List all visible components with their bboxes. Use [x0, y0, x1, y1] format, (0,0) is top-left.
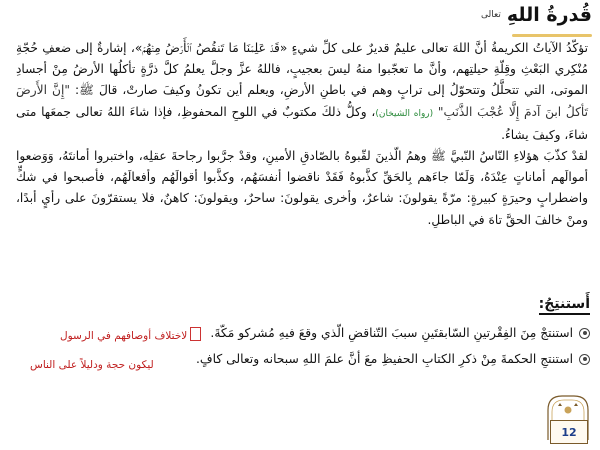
paragraph-2: لقدْ كذّبَ هؤلاءِ النّاسُ النّبيَّ ﷺ وهمُ الّذينَ لقّبوهُ بالصّادقِ الأمينِ، وقدْ جرَّبوا رجاحةَ عقلِه، واختبروا أمانتَهُ، وَوَضعوا أموالَهم أماناتٍ عِنْدَهُ، وَلَمّا جاءَهم بِالحَقِّ كذَّبوهُ فَقَدْ ناقضوا أنفسَهُم، وكذَّبوا أقوالَهُم وأفعالَهُم، فأصبحوا في شكٍّ واضطرابٍ وحيرَةٍ كبيرةٍ: مرّةً يقولونَ: شاعرٌ، وأخرى يقولونَ: ساحرٌ، ويقولونَ: كاهنٌ، فلا يستقرّونَ على رأيٍ أبدًا، ومنْ خالفَ الحقَّ تاهَ في الباطلِ.: [16, 149, 588, 227]
bullet-icon: [579, 354, 590, 365]
hadith-intro: قالَ ﷺ:: [75, 83, 118, 98]
hadith-reference: (رواه الشيخان): [375, 108, 434, 119]
question-2-text: استنتجِ الحكمةَ مِنْ ذكرِ الكتابِ الحفيظِ معَ أنَّ علمَ اللهِ سبحانه وتعالى كافٍ.: [195, 352, 573, 366]
question-1: [210, 326, 590, 340]
lesson-header: [481, 4, 592, 26]
paragraph-1: [16, 38, 588, 146]
question-2: [196, 352, 590, 366]
question-1-text: استنتجْ مِنَ الفِقْرتينِ السّابقتَينِ سببَ التّناقضِ الّذي وقعَ فيهِ مُشركو مَكّةَ.: [210, 326, 573, 340]
hadith-quote: "إِنَّ الأَرضَ تَأكلُ ابنَ آدمَ إِلَّا عُجْبَ الذَّنَبِ": [16, 83, 588, 119]
lesson-body: [16, 38, 588, 231]
bullet-icon: [579, 328, 590, 339]
title-underline: [512, 34, 592, 37]
lesson-title-suffix: تعالى: [481, 10, 501, 20]
page-number: 12: [550, 420, 588, 444]
answer-1: لاختلاف أوصافهم في الرسول: [60, 330, 188, 342]
paragraph-1-end: ، وكلُّ ذلكَ مكتوبٌ في اللوحِ المحفوظِ، فإذا شاءَ اللهُ تعالى جمعَها متى شاءَ، وكيفَ يشاءُ.: [16, 104, 588, 142]
section-title: أَستنتِجُ:: [539, 296, 590, 315]
answer-checkbox[interactable]: [190, 327, 201, 341]
answer-2: ليكون حجة ودليلاً على الناس: [30, 359, 154, 371]
lesson-title: قُدرةُ اللهِ: [506, 4, 592, 26]
paragraph-1-text: تؤكّدُ الآياتُ الكريمةُ أنَّ اللهَ تعالى عليمٌ قديرٌ على كلِّ شيءٍ «قَدۡ عَلِمۡنَا مَا تَنقُصُ ٱلۡأَرۡضُ مِنۡهُمۡ»، إشارةٌ إلى ضعفِ حُجّةِ مُنْكِري البَعْثِ وقِلّةِ حيلتِهم، وأنَّ ما تعجّبوا منهُ ليسَ بعجيبٍ، فاللهُ عزَّ وجلَّ يعلمُ كلَّ ذرَّةٍ تأكلُها الأرضُ مِنْ أجسادِ الموتى، التي تتحلَّلُ وتتحوّلُ إلى ترابٍ وهم في باطنِ الأرضِ، ويعلم أين تكونُ وكيفَ صارتْ،: [16, 41, 589, 98]
